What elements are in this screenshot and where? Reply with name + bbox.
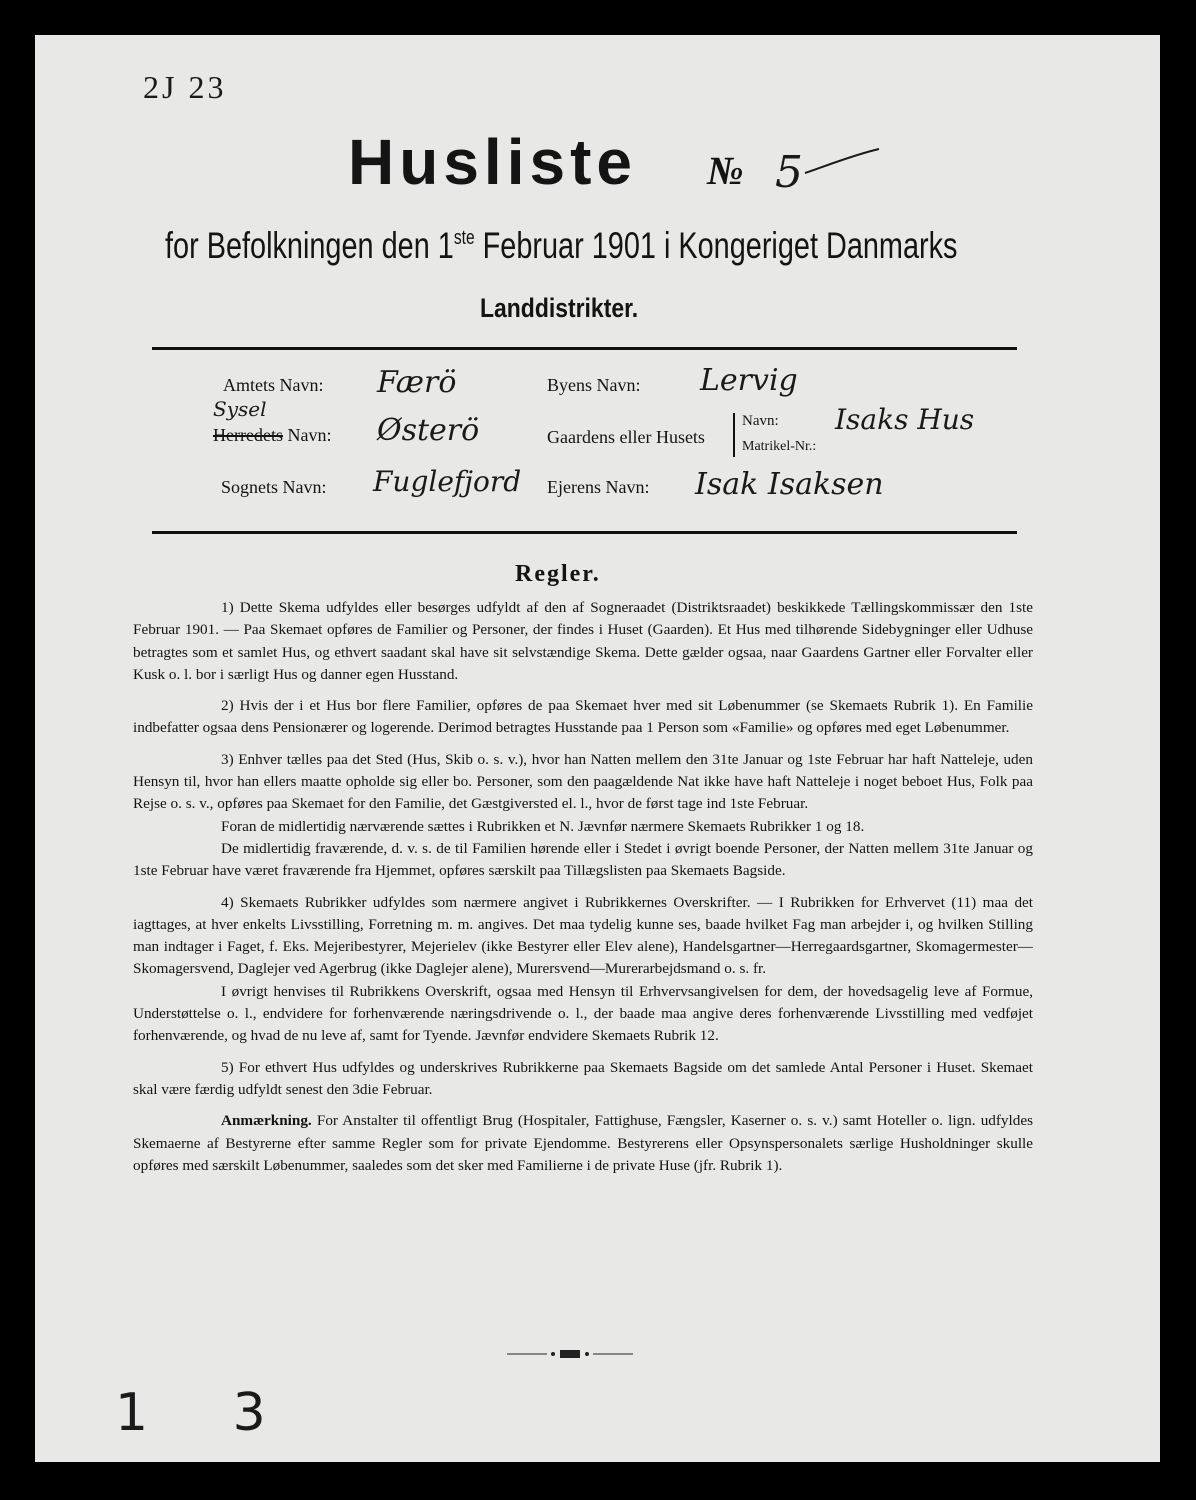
annotation-note	[133, 1110, 1033, 1177]
form-subtitle-district: Landdistrikter.	[480, 293, 639, 323]
bottom-divider	[152, 531, 1017, 534]
house-list-number: 5	[775, 147, 803, 198]
annotation-label: Anmærkning.	[221, 1112, 312, 1130]
gaard-navn-value: Isaks Hus	[835, 403, 975, 436]
byens-label: Byens Navn:	[547, 375, 641, 395]
gaard-navn-label: Navn:	[742, 413, 779, 429]
herred-struck-word: Herredets	[213, 425, 283, 445]
rule-2: 2) Hvis der i et Hus bor flere Familier, opføres de paa Skemaet hver med sit Løbenummer (se Skemaets Rubrik 1). En Familie indbefatter ogsaa dens Pensionærer og logerende. Derimod betragtes Husstande paa 1 Person som «Familie» og opføres med eget Løbenummer.	[133, 697, 1033, 737]
sysel-inserted-word: Sysel	[213, 397, 267, 421]
subtitle-text-1: for Befolkningen den 1	[165, 225, 454, 266]
number-symbol: №	[707, 148, 744, 193]
herred-label	[213, 425, 331, 446]
number-underline-stroke	[803, 147, 883, 177]
rule-1: 1) Dette Skema udfyldes eller besørges udfyldt af den af Sogneraadet (Distriktsraadet) beskikkede Tællingskommissær den 1ste Februar 1901. — Paa Skemaet opføres de Familier og Personer, der findes i Huset (Gaarden). Et Hus med tilhørende Sidebygninger eller Udhuse betragtes som et samlet Hus, og ethvert saadant skal have sit selvstændige Skema. Dette gælder ogsaa, naar Gaardens Gartner eller Forvalter eller Kusk o. l. bor i særligt Hus og danner egen Husstand.	[133, 599, 1033, 683]
rule-3-note-b: De midlertidig fraværende, d. v. s. de til Familien hørende eller i Stedet i øvrigt boende Personer, der Natten mellem 31te Januar og 1ste Februar have været fraværende fra Hjemmet, opføres særskilt paa Tillægslisten paa Skemaets Bagside.	[133, 839, 1033, 880]
rule-3: 3) Enhver tælles paa det Sted (Hus, Skib o. s. v.), hvor han Natten mellem den 31te Januar og 1ste Februar har haft Natteleje, uden Hensyn til, hvor han ellers maatte opholde sig eller bo. Personer, som den paagældende Nat ikke have haft Natteleje i noget beboet Hus, Folk paa Rejse o. s. v., opføres paa Skemaet for den Familie, det Gæstgiversted el. l., hvor de først tage ind 1ste Februar.	[133, 750, 1033, 813]
herred-label-suffix: Navn:	[282, 425, 332, 445]
rules-heading: Regler.	[515, 561, 601, 587]
rules-body	[133, 597, 1033, 1186]
amt-label: Amtets Navn:	[223, 375, 324, 395]
ejer-value: Isak Isaksen	[695, 467, 884, 502]
top-divider	[152, 347, 1017, 350]
corner-reference-number: 2J 23	[143, 69, 227, 105]
form-subtitle	[165, 225, 957, 267]
annotation-text: For Anstalter til offentligt Brug (Hospitaler, Fattighuse, Fængsler, Kaserner o. s. v.) samt Hoteller o. lign. udfyldes Skemaerne af Bestyrerne efter samme Regler som for private Ejendomme. Bestyrerens eller Opsynspersonalets særlige Husholdninger skulle opføres med særskilt Løbenummer, saaledes som det sker med Familierne i de private Huse (jfr. Rubrik 1).	[133, 1112, 1033, 1174]
herred-value: Østerö	[377, 413, 480, 448]
census-form-page	[35, 35, 1160, 1462]
rule-4: 4) Skemaets Rubrikker udfyldes som nærmere angivet i Rubrikkernes Overskrifter. — I Rubrikken for Erhvervet (11) maa det iagttages, at hver enkelts Livsstilling, Forretning m. m. angives. Det maa tydelig kunne ses, baade hvilket Fag man arbejder i, og hvilken Stilling man indtager i Faget, f. Eks. Mejeribestyrer, Mejerielev (ikke Bestyrer eller Elev alene), Handelsgartner—Herregaardsgartner, Skomagermester—Skomagersvend, Daglejer ved Agerbrug (ikke Daglejer alene), Murersvend—Murerarbejdsmand o. s. fr.	[133, 893, 1033, 978]
sogn-value: Fuglefjord	[373, 465, 522, 498]
subtitle-text-2: Februar 1901 i Kongeriget Danmarks	[474, 225, 958, 266]
gaard-label: Gaardens eller Husets	[547, 427, 705, 447]
rule-4-note: I øvrigt henvises til Rubrikkens Overskrift, ogsaa med Hensyn til Erhvervsangivelsen for dem, der hovedsagelig leve af Formue, Understøttelse o. l., endvidere for forhenværende næringsdrivende o. l., der baade maa angive deres forhenværende Livsstilling med vedføjet forhenværende, og hvad de nu leve af, samt for Tyende. Jævnfør endvidere Skemaets Rubrik 12.	[133, 982, 1033, 1045]
rule-5: 5) For ethvert Hus udfyldes og underskrives Rubrikkerne paa Skemaets Bagside om det samlede Antal Personer i Huset. Skemaet skal være færdig udfyldt senest den 3die Februar.	[133, 1058, 1033, 1098]
gaard-bracket	[733, 413, 735, 457]
form-title: Husliste	[348, 126, 637, 198]
subtitle-superscript: ste	[453, 227, 475, 249]
sogn-label: Sognets Navn:	[221, 477, 327, 497]
ornamental-divider	[505, 1347, 635, 1361]
ejer-label: Ejerens Navn:	[547, 477, 650, 497]
amt-value: Færö	[377, 365, 457, 400]
matrikel-label: Matrikel-Nr.:	[742, 439, 817, 454]
byens-value: Lervig	[700, 363, 798, 398]
rule-3-note-a: Foran de midlertidig nærværende sættes i Rubrikken et N. Jævnfør nærmere Skemaets Rubrikker 1 og 18.	[221, 817, 865, 835]
bottom-handwritten-number: 1 3	[115, 1383, 300, 1443]
